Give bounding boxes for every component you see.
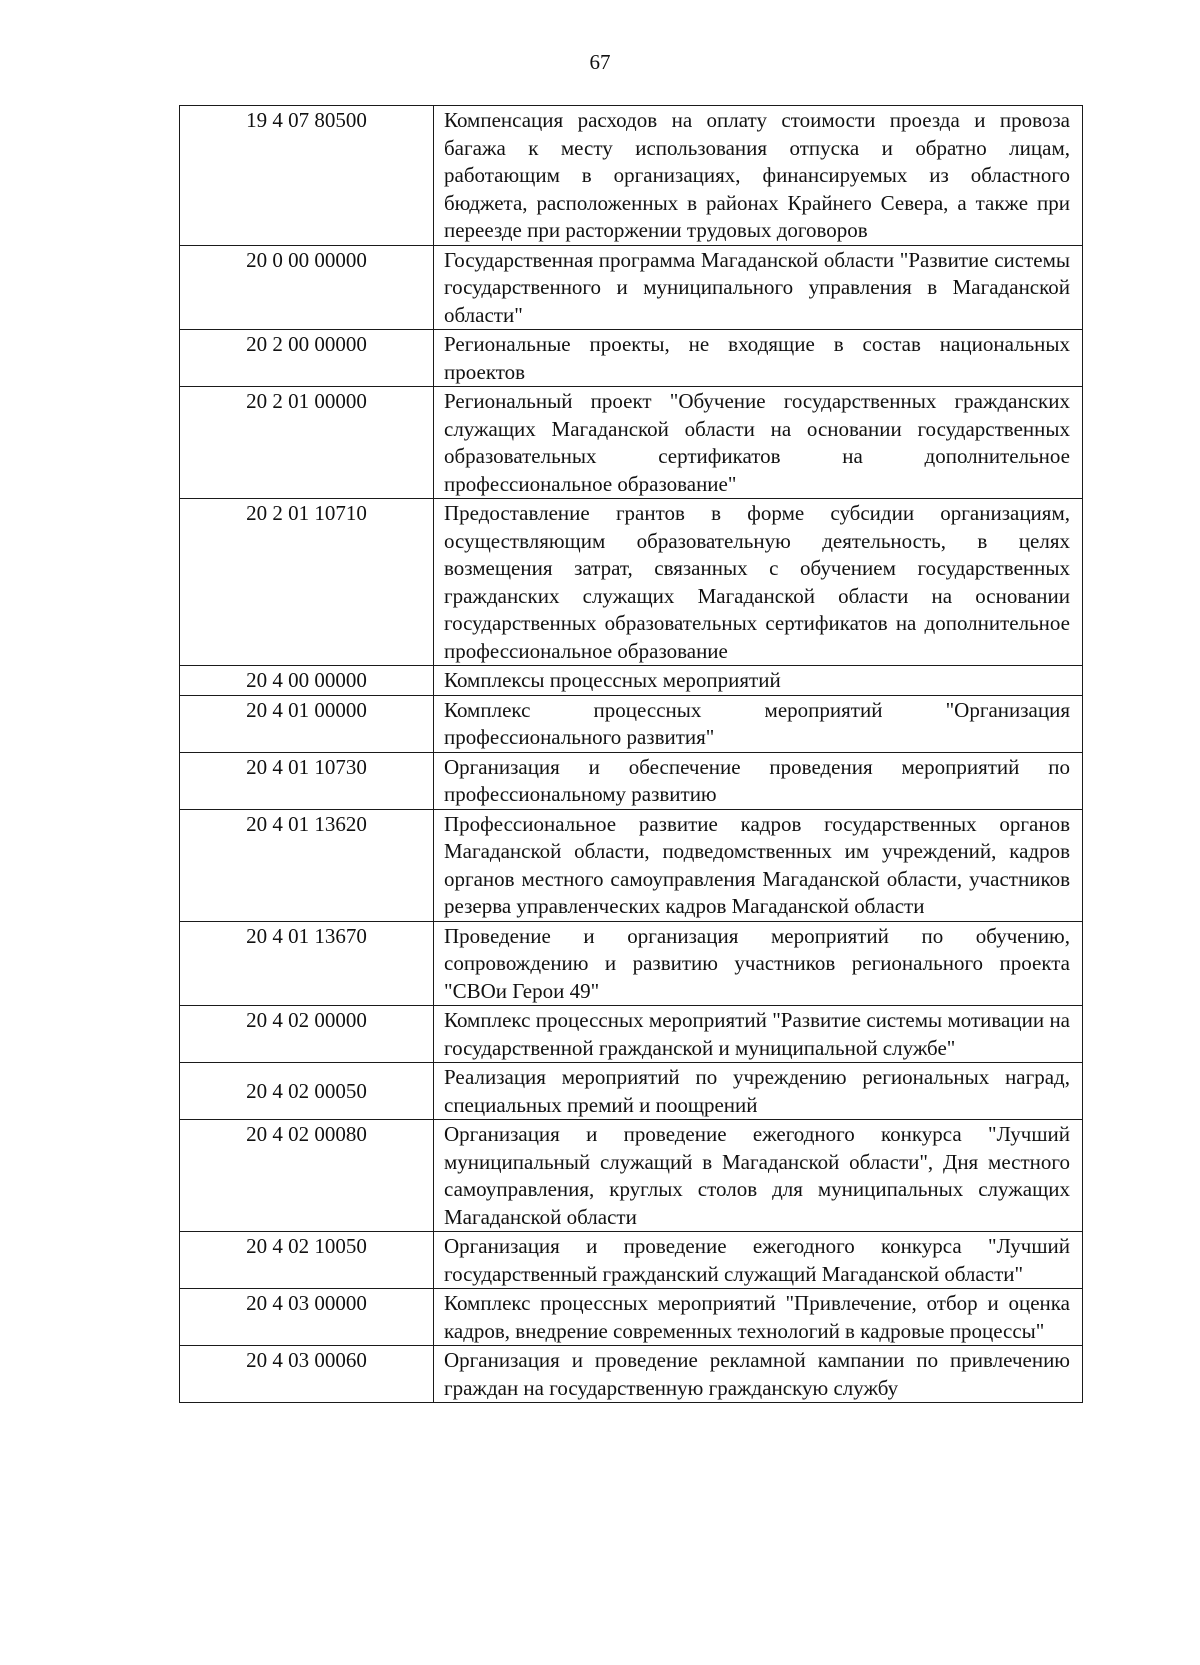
table-row: [180, 330, 1083, 387]
row-code: 20 4 02 00000: [180, 1006, 434, 1063]
row-description: Компенсация расходов на оплату стоимости проезда и провоза багажа к месту использования отпуска и обратно лицам, работающим в организациях, финансируемых из областного бюджета, расположенных в районах Крайнего Севера, а также при переезде при расторжении трудовых договоров: [434, 106, 1083, 246]
row-code: 20 4 02 00080: [180, 1120, 434, 1232]
row-code: 20 4 03 00000: [180, 1289, 434, 1346]
table-row: [180, 1232, 1083, 1289]
table-row: [180, 499, 1083, 666]
row-code: 20 4 01 13670: [180, 921, 434, 1006]
table-row: [180, 387, 1083, 499]
row-code: 20 2 01 00000: [180, 387, 434, 499]
row-description: Организация и проведение ежегодного конкурса "Лучший муниципальный служащий в Магаданской области", Дня местного самоуправления, круглых столов для муниципальных служащих Магаданской области: [434, 1120, 1083, 1232]
page-number: 67: [589, 50, 611, 74]
row-description: Организация и обеспечение проведения мероприятий по профессиональному развитию: [434, 752, 1083, 809]
table-row: [180, 1120, 1083, 1232]
row-code: 20 4 01 13620: [180, 809, 434, 921]
row-code: 19 4 07 80500: [180, 106, 434, 246]
row-description: Региональный проект "Обучение государственных гражданских служащих Магаданской области на основании государственных образовательных сертификатов на дополнительное профессиональное образование": [434, 387, 1083, 499]
table-row: [180, 809, 1083, 921]
row-code: 20 0 00 00000: [180, 245, 434, 330]
table-row: [180, 695, 1083, 752]
row-description: Организация и проведение ежегодного конкурса "Лучший государственный гражданский служащий Магаданской области": [434, 1232, 1083, 1289]
row-description: Предоставление грантов в форме субсидии организациям, осуществляющим образовательную деятельность, в целях возмещения затрат, связанных с обучением государственных гражданских служащих Магаданской области на основании государственных образовательных сертификатов на дополнительное профессиональное образование: [434, 499, 1083, 666]
table-row: [180, 1063, 1083, 1120]
table-row: [180, 752, 1083, 809]
table-row: [180, 921, 1083, 1006]
row-description: Организация и проведение рекламной кампании по привлечению граждан на государственную гражданскую службу: [434, 1346, 1083, 1403]
row-code: 20 2 00 00000: [180, 330, 434, 387]
row-code: 20 4 02 00050: [180, 1063, 434, 1120]
table-row: [180, 106, 1083, 246]
table-row: [180, 666, 1083, 696]
row-code: 20 4 01 00000: [180, 695, 434, 752]
row-description: Реализация мероприятий по учреждению региональных наград, специальных премий и поощрений: [434, 1063, 1083, 1120]
row-code: 20 2 01 10710: [180, 499, 434, 666]
table-row: [180, 1289, 1083, 1346]
row-description: Региональные проекты, не входящие в состав национальных проектов: [434, 330, 1083, 387]
table-row: [180, 245, 1083, 330]
table-row: [180, 1346, 1083, 1403]
table-row: [180, 1006, 1083, 1063]
budget-classification-table: [179, 105, 1083, 1403]
row-description: Комплекс процессных мероприятий "Привлечение, отбор и оценка кадров, внедрение современных технологий в кадровые процессы": [434, 1289, 1083, 1346]
row-description: Комплекс процессных мероприятий "Развитие системы мотивации на государственной гражданской и муниципальной службе": [434, 1006, 1083, 1063]
row-description: Комплексы процессных мероприятий: [434, 666, 1083, 696]
row-code: 20 4 00 00000: [180, 666, 434, 696]
row-description: Проведение и организация мероприятий по обучению, сопровождению и развитию участников регионального проекта "СВОи Герои 49": [434, 921, 1083, 1006]
row-description: Государственная программа Магаданской области "Развитие системы государственного и муниципального управления в Магаданской области": [434, 245, 1083, 330]
row-code: 20 4 01 10730: [180, 752, 434, 809]
row-code: 20 4 02 10050: [180, 1232, 434, 1289]
row-description: Профессиональное развитие кадров государственных органов Магаданской области, подведомственных им учреждений, кадров органов местного самоуправления Магаданской области, участников резерва управленческих кадров Магаданской области: [434, 809, 1083, 921]
row-code: 20 4 03 00060: [180, 1346, 434, 1403]
row-description: Комплекс процессных мероприятий "Организация профессионального развития": [434, 695, 1083, 752]
